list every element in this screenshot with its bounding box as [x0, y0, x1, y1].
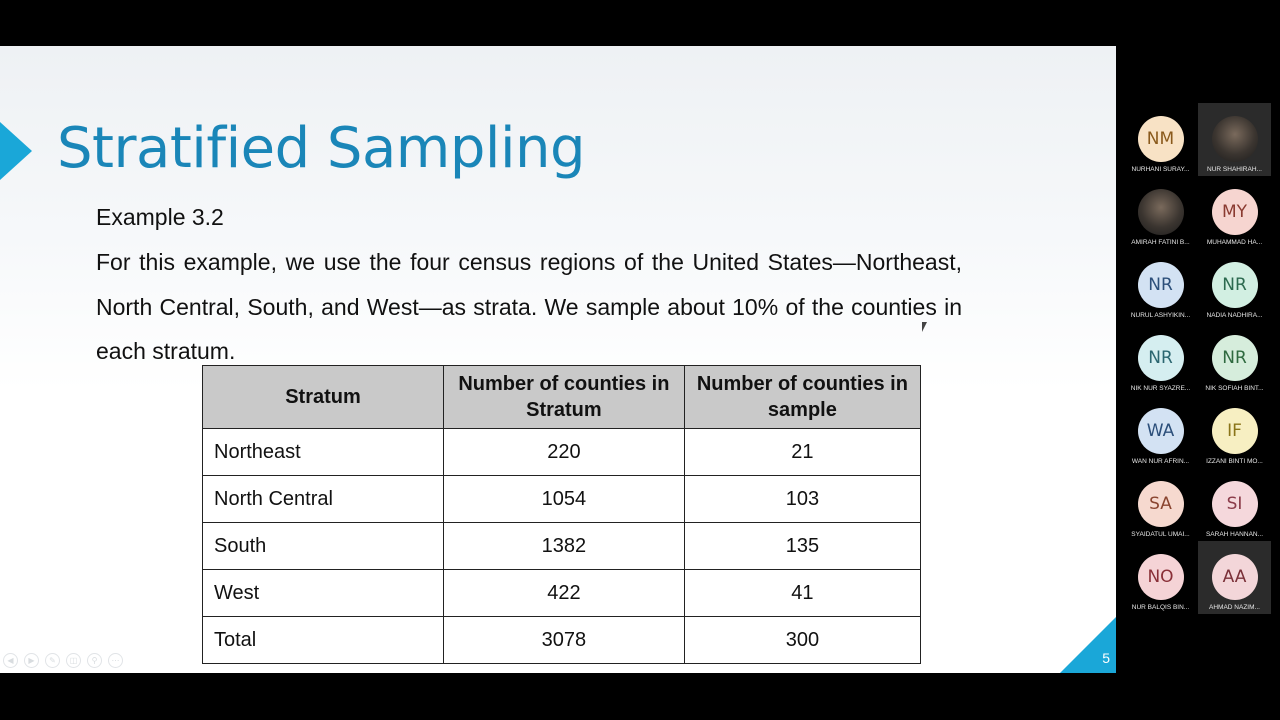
stratum-count-cell: 220: [444, 429, 685, 476]
stratum-cell: South: [203, 523, 444, 570]
prev-icon[interactable]: ◀: [3, 653, 18, 668]
participant-tile[interactable]: [1124, 176, 1197, 249]
table-row: [203, 570, 921, 617]
header-stratum: Stratum: [203, 366, 444, 429]
sample-count-cell: 41: [684, 570, 920, 617]
stratum-cell: Northeast: [203, 429, 444, 476]
participant-name: IZZANI BINTI MO...: [1206, 458, 1263, 465]
participant-tile[interactable]: [1198, 103, 1271, 176]
participant-name: NIK SOFIAH BINT...: [1205, 385, 1264, 392]
participant-tile[interactable]: [1124, 103, 1197, 176]
stratum-cell: West: [203, 570, 444, 617]
slides-icon[interactable]: ◫: [66, 653, 81, 668]
participant-tile[interactable]: [1124, 322, 1197, 395]
participant-tile[interactable]: [1198, 249, 1271, 322]
participant-tile[interactable]: [1198, 395, 1271, 468]
participant-avatar: NO: [1138, 554, 1184, 600]
participant-avatar: IF: [1212, 408, 1258, 454]
participant-avatar: SI: [1212, 481, 1258, 527]
header-counties-in-stratum: Number of counties in Stratum: [444, 366, 685, 429]
participant-avatar: NR: [1212, 335, 1258, 381]
example-label: Example 3.2: [96, 204, 224, 230]
participant-avatar: NM: [1138, 116, 1184, 162]
sample-count-cell: 21: [684, 429, 920, 476]
participant-avatar: NR: [1138, 335, 1184, 381]
participant-tile[interactable]: [1124, 468, 1197, 541]
presenter-toolbar: [3, 653, 123, 668]
participant-name: AHMAD NAZIM...: [1209, 604, 1260, 611]
participant-avatar: NR: [1212, 262, 1258, 308]
participant-name: MUHAMMAD HA...: [1206, 239, 1263, 246]
participant-avatar: WA: [1138, 408, 1184, 454]
stratum-cell: Total: [203, 617, 444, 664]
title-arrow-icon: [0, 122, 32, 180]
pen-icon[interactable]: ✎: [45, 653, 60, 668]
table-row: [203, 476, 921, 523]
sample-count-cell: 103: [684, 476, 920, 523]
stratum-cell: North Central: [203, 476, 444, 523]
stratum-count-cell: 3078: [444, 617, 685, 664]
participant-tile[interactable]: [1198, 322, 1271, 395]
participant-tile[interactable]: [1198, 468, 1271, 541]
table-header-row: [203, 366, 921, 429]
participant-avatar: AA: [1212, 554, 1258, 600]
slide-number: 5: [1102, 650, 1110, 666]
participant-tile[interactable]: [1124, 395, 1197, 468]
stratum-count-cell: 422: [444, 570, 685, 617]
slide-title: Stratified Sampling: [57, 116, 586, 181]
participant-name: NURUL ASHYIKIN...: [1130, 312, 1191, 319]
participant-tile[interactable]: [1124, 249, 1197, 322]
table-row: [203, 523, 921, 570]
presentation-slide: [0, 46, 1116, 673]
mouse-cursor-icon: [922, 322, 927, 332]
participant-avatar: NR: [1138, 262, 1184, 308]
participant-tile[interactable]: [1198, 541, 1271, 614]
participant-avatar: SA: [1138, 481, 1184, 527]
stratum-count-cell: 1054: [444, 476, 685, 523]
participant-name: NUR SHAHIRAH...: [1207, 166, 1262, 173]
participant-name: NADIA NADHIRA...: [1206, 312, 1263, 319]
strata-table: [202, 365, 921, 664]
participant-avatar: MY: [1212, 189, 1258, 235]
participant-photo-avatar: [1138, 189, 1184, 235]
sample-count-cell: 300: [684, 617, 920, 664]
participant-name: NURHANI SURAY...: [1131, 166, 1190, 173]
participant-name: NUR BALQIS BIN...: [1131, 604, 1190, 611]
participant-tile[interactable]: [1198, 176, 1271, 249]
table-row: [203, 617, 921, 664]
slide-paragraph: For this example, we use the four census regions of the United States—Northeast, North Central, South, and West—as strata. We sample about 10% of the counties in each stratum.: [96, 249, 962, 364]
zoom-icon[interactable]: ⚲: [87, 653, 102, 668]
participant-tile[interactable]: [1124, 541, 1197, 614]
table-row: [203, 429, 921, 476]
participant-name: AMIRAH FATINI B...: [1131, 239, 1190, 246]
participant-photo-avatar: [1212, 116, 1258, 162]
sample-count-cell: 135: [684, 523, 920, 570]
participant-name: SYAIDATUL UMAI...: [1131, 531, 1190, 538]
next-icon[interactable]: ▶: [24, 653, 39, 668]
participant-name: NIK NUR SYAZRE...: [1130, 385, 1191, 392]
participant-name: WAN NUR AFRIN...: [1131, 458, 1190, 465]
participant-gallery: [1124, 103, 1272, 614]
participant-name: SARAH HANNAN...: [1205, 531, 1264, 538]
more-icon[interactable]: ⋯: [108, 653, 123, 668]
stratum-count-cell: 1382: [444, 523, 685, 570]
header-counties-in-sample: Number of counties in sample: [684, 366, 920, 429]
